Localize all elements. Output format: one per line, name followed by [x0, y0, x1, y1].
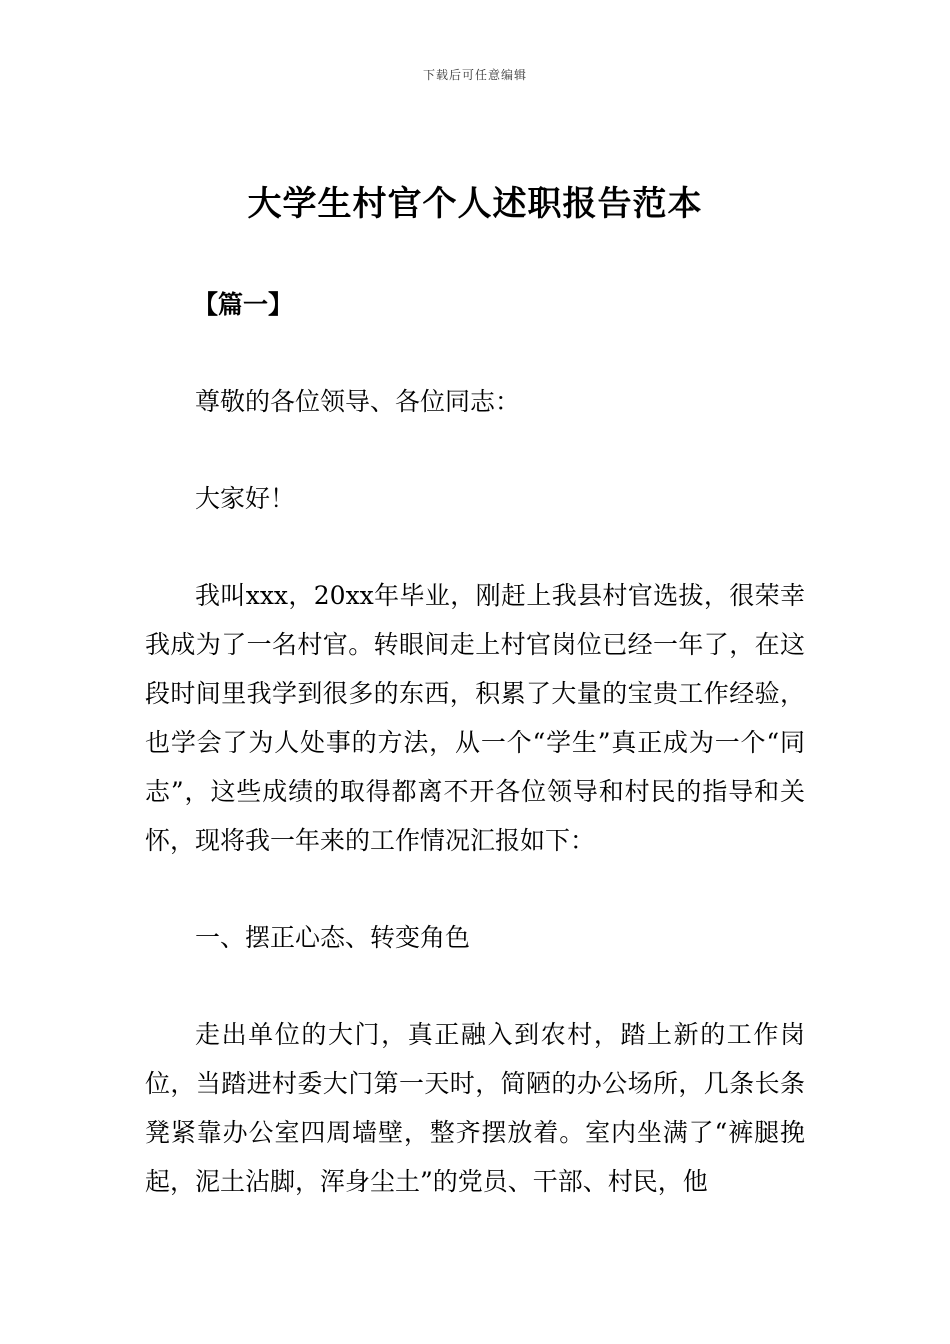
subheading-one: 一、摆正心态、转变角色: [195, 923, 471, 952]
header-note: 下载后可任意编辑: [422, 68, 527, 82]
paragraph-intro: 我叫xxx，20xx年毕业，刚赶上我县村官选拔，很荣幸我成为了一名村官。转眼间走上村官岗位已经一年了，在这段时间里我学到很多的东西，积累了大量的宝贵工作经验，也学会了为人处事的方法，从一个“学生”真正成为一个“同志”，这些成绩的取得都离不开各位领导和村民的指导和关怀，现将我一年来的工作情况汇报如下：: [145, 581, 805, 855]
section-label: 【篇一】: [193, 290, 294, 319]
salutation: 尊敬的各位领导、各位同志：: [195, 387, 521, 416]
greeting: 大家好！: [195, 484, 296, 513]
document-title: 大学生村官个人述职报告范本: [247, 184, 703, 224]
paragraph-two: 走出单位的大门，真正融入到农村，踏上新的工作岗位，当踏进村委大门第一天时，简陋的办公场所，几条长条凳紧靠办公室四周墙壁，整齐摆放着。室内坐满了“裤腿挽起，泥土沾脚，浑身尘土”的党员、干部、村民，他: [145, 1020, 805, 1196]
document-body: [145, 280, 805, 1254]
